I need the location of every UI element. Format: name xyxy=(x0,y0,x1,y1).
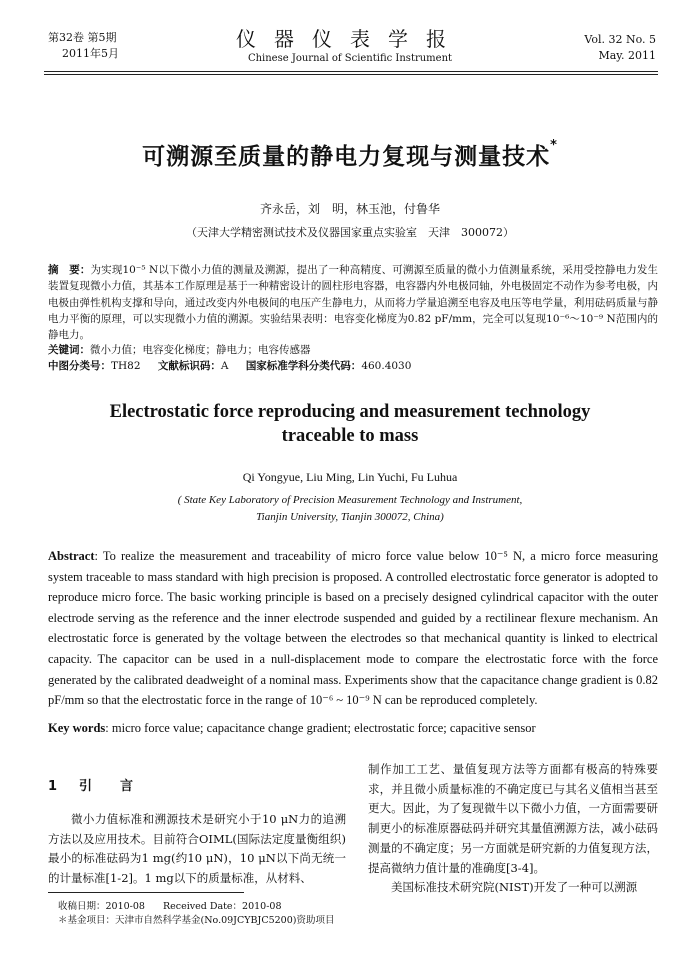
received-date xyxy=(58,900,334,914)
keywords-en-text: : micro force value; capacitance change gradient; electrostatic force; capacitive sensor xyxy=(105,721,536,735)
fund-note: ＊基金项目：天津市自然科学基金(No.09JCYBJC5200)资助项目 xyxy=(58,915,335,926)
affiliation-cn: （天津大学精密测试技术及仪器国家重点实验室 天津 300072） xyxy=(186,226,514,239)
received-cn: 收稿日期：2010-08 xyxy=(58,901,145,912)
footnotes xyxy=(58,900,334,928)
keywords-en xyxy=(48,718,658,738)
affiliation-en xyxy=(0,492,700,526)
volume-issue-cn: 第32卷 第5期 xyxy=(48,31,117,44)
keywords-cn-text: 微小力值；电容变化梯度；静电力；电容传感器 xyxy=(90,344,311,356)
paper-title-en xyxy=(0,400,700,448)
abstract-cn xyxy=(48,262,658,343)
keywords-cn-label: 关键词： xyxy=(48,344,90,356)
date-cn: 2011年5月 xyxy=(62,47,119,60)
title-footnote-mark: * xyxy=(550,138,558,153)
nsc-label: 国家标准学科分类代码： xyxy=(245,360,362,372)
nsc-value: 460.4030 xyxy=(361,360,412,372)
section-number: 1 xyxy=(48,779,58,794)
keywords-en-label: Key words xyxy=(48,721,106,735)
section-title: 引言 xyxy=(79,779,162,794)
footnote-rule xyxy=(48,892,244,893)
section-heading xyxy=(48,775,161,794)
journal-name-en: Chinese Journal of Scientific Instrument xyxy=(247,53,453,64)
volume-issue-en: Vol. 32 No. 5 xyxy=(584,33,656,46)
body-paragraph: 制作加工工艺、量值复现方法等方面都有极高的特殊要求，并且微小质量标准的不确定度已与其名义值相当甚至更大。因此，为了复现微牛以下微小力值，一方面需要研制更小的标准原器砝码并研究其量值溯源方法，减小砝码测量的不确定度；另一方面就是研究新的力值复现方法，提高微纳力值计量的准确度[3-4]。 xyxy=(368,762,658,875)
abstract-en xyxy=(48,546,658,711)
authors-cn: 齐永岳，刘 明，林玉池，付鲁华 xyxy=(259,202,440,216)
affil-en-line2: Tianjin University, Tianjin 300072, China) xyxy=(256,511,444,523)
title-cn-text: 可溯源至质量的静电力复现与测量技术 xyxy=(142,144,551,170)
doc-code-label: 文献标识码： xyxy=(157,360,221,372)
abstract-en-label: Abstract xyxy=(48,549,95,563)
journal-name-cn: 仪器仪表学报 xyxy=(236,27,464,51)
abstract-cn-text: 为实现10⁻⁵ N以下微小力值的测量及溯源，提出了一种高精度、可溯源至质量的微小力值测量系统，采用受控静电力发生装置复现微小力值，其基本工作原理是基于一种精密设计的圆柱形电容器，电容器内外电极同轴，外电极固定不动作为参考电极，内电极由弹性机构支撑和导向，通过改变内外电极间的电压产生静电力，从而将力学量追溯至电容及电压等电学量，利用砝码质量与静电力平衡的原理，可以实现微小力值的溯源。实验结果表明：电容变化梯度为0.82 pF/mm，完全可以复现10⁻⁶～10⁻⁹ N范围内的静电力。 xyxy=(48,264,659,342)
received-en: Received Date：2010-08 xyxy=(162,901,282,912)
clc-value: TH82 xyxy=(111,360,141,372)
keywords-cn xyxy=(48,342,658,358)
affil-en-line1: ( State Key Laboratory of Precision Measurement Technology and Instrument, xyxy=(177,494,523,506)
title-en-line1: Electrostatic force reproducing and measurement technology xyxy=(109,402,591,422)
header-rule xyxy=(44,71,658,72)
header-rule-thin xyxy=(44,74,658,75)
header-volume-en xyxy=(584,32,656,64)
abstract-cn-label: 摘 要： xyxy=(48,264,91,276)
paper-title-cn xyxy=(0,138,700,171)
clc-label: 中图分类号： xyxy=(48,360,111,372)
authors-en: Qi Yongyue, Liu Ming, Lin Yuchi, Fu Luhua xyxy=(242,470,458,484)
body-left-column xyxy=(48,810,346,889)
body-paragraph: 美国标准技术研究院(NIST)开发了一种可以溯源 xyxy=(391,880,638,895)
title-en-line2: traceable to mass xyxy=(281,426,419,446)
date-en: May. 2011 xyxy=(598,49,656,62)
body-right-column xyxy=(368,760,658,898)
body-paragraph: 微小力值标准和溯源技术是研究小于10 μN力的追溯方法以及应用技术。目前符合OIML(国际法定度量衡组织)最小的标准砝码为1 mg(约10 μN)，10 μN以下尚无统一的计量标准[1-2]。1 mg以下的质量标准，从材料、 xyxy=(48,812,346,886)
classification-cn xyxy=(48,358,658,374)
abstract-en-text: : To realize the measurement and traceability of micro force value below 10⁻⁵ N, a micro force measuring system traceable to mass standard with high precision is proposed. A controlled electrostatic force generator is adopted to reproduce micro force. The basic working principle is based on a precisely designed cylindrical capacitor with the outer electrode serving as the reference and the inner electrode suspended and guided by a rectilinear flexure mechanism. An electrostatic force is generated by the voltage between the electrodes so that mechanical quantity is linked to electrical capacity. The capacitor can be used in a null-displacement mode to compare the electrostatic force with the force generated by the calibrated deadweight of a nominal mass. Experiments show that the capacitance change gradient is 0.82 pF/mm so that the electrostatic force in the range of 10⁻⁶ ~ 10⁻⁹ N can be reproduced completely. xyxy=(48,549,658,708)
doc-code-value: A xyxy=(220,360,229,372)
